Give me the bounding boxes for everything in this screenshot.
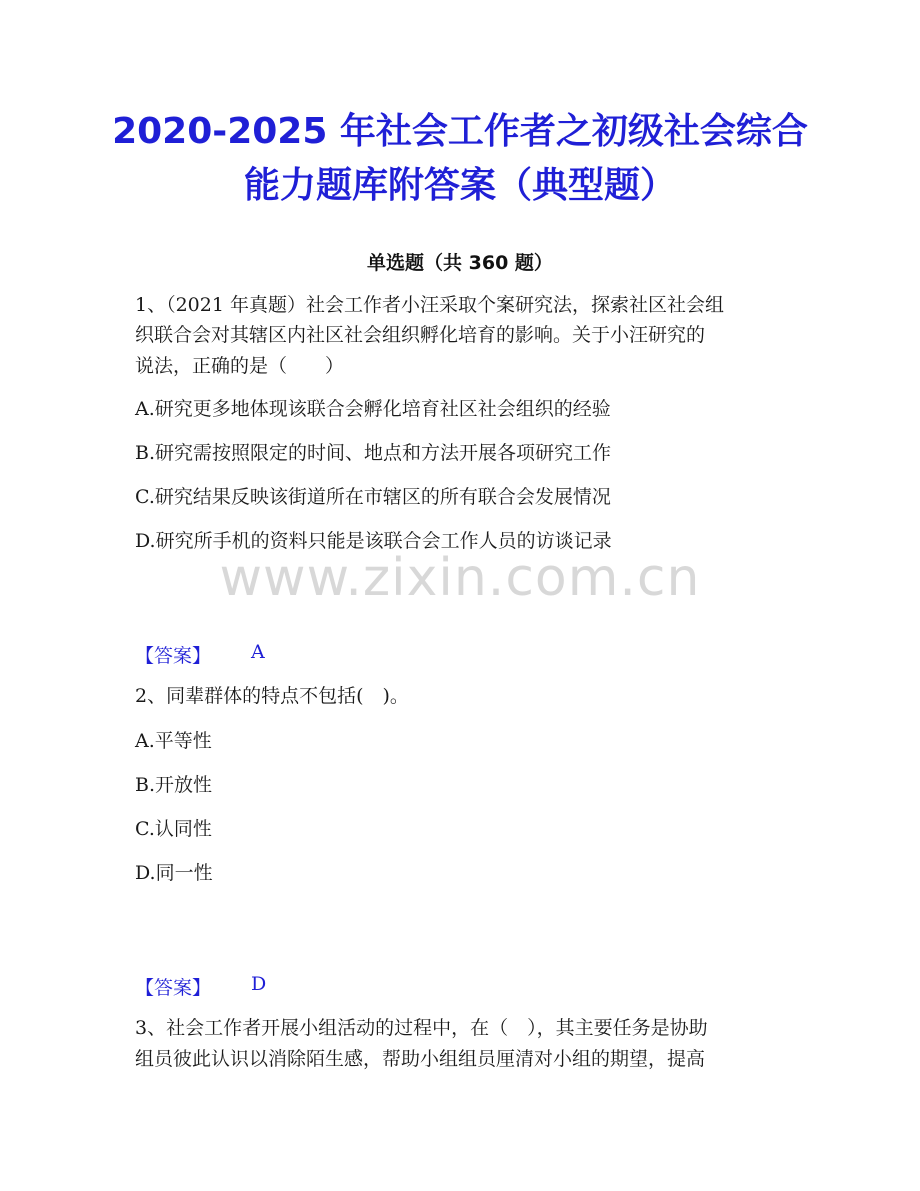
q2-option-c: C.认同性 bbox=[135, 818, 212, 840]
document-title-line-1: 2020-2025 年社会工作者之初级社会综合 bbox=[112, 111, 808, 152]
q1-option-c: C.研究结果反映该街道所在市辖区的所有联合会发展情况 bbox=[135, 486, 611, 508]
watermark: www.zixin.com.cn bbox=[219, 548, 701, 608]
q2-answer-label: 【答案】 bbox=[135, 977, 212, 999]
q1-stem-line-2: 织联合会对其辖区内社区社会组织孵化培育的影响。关于小汪研究的 bbox=[135, 324, 706, 346]
q2-answer bbox=[135, 973, 267, 1000]
q1-stem-line-1: 1、（2021 年真题）社会工作者小汪采取个案研究法，探索社区社会组 bbox=[135, 294, 724, 316]
q1-answer bbox=[135, 641, 265, 668]
q2-option-d: D.同一性 bbox=[135, 862, 213, 884]
q1-option-a: A.研究更多地体现该联合会孵化培育社区社会组织的经验 bbox=[135, 398, 611, 420]
q1-stem-line-3: 说法，正确的是（ ） bbox=[135, 355, 345, 377]
q2-option-a: A.平等性 bbox=[135, 730, 212, 752]
q1-answer-value: A bbox=[251, 641, 265, 663]
q1-option-d: D.研究所手机的资料只能是该联合会工作人员的访谈记录 bbox=[135, 530, 612, 552]
q2-answer-value: D bbox=[251, 973, 267, 995]
q1-option-b: B.研究需按照限定的时间、地点和方法开展各项研究工作 bbox=[135, 442, 612, 464]
q3-stem-line-2: 组员彼此认识以消除陌生感，帮助小组组员厘清对小组的期望，提高 bbox=[135, 1048, 706, 1070]
q2-option-b: B.开放性 bbox=[135, 774, 213, 796]
document-title-line-2: 能力题库附答案（典型题） bbox=[243, 165, 676, 206]
section-heading: 单选题（共 360 题） bbox=[367, 252, 553, 274]
q2-stem-line-1: 2、同辈群体的特点不包括( )。 bbox=[135, 685, 409, 707]
q1-answer-label: 【答案】 bbox=[135, 645, 212, 667]
q3-stem-line-1: 3、社会工作者开展小组活动的过程中，在（ ），其主要任务是协助 bbox=[135, 1017, 708, 1039]
